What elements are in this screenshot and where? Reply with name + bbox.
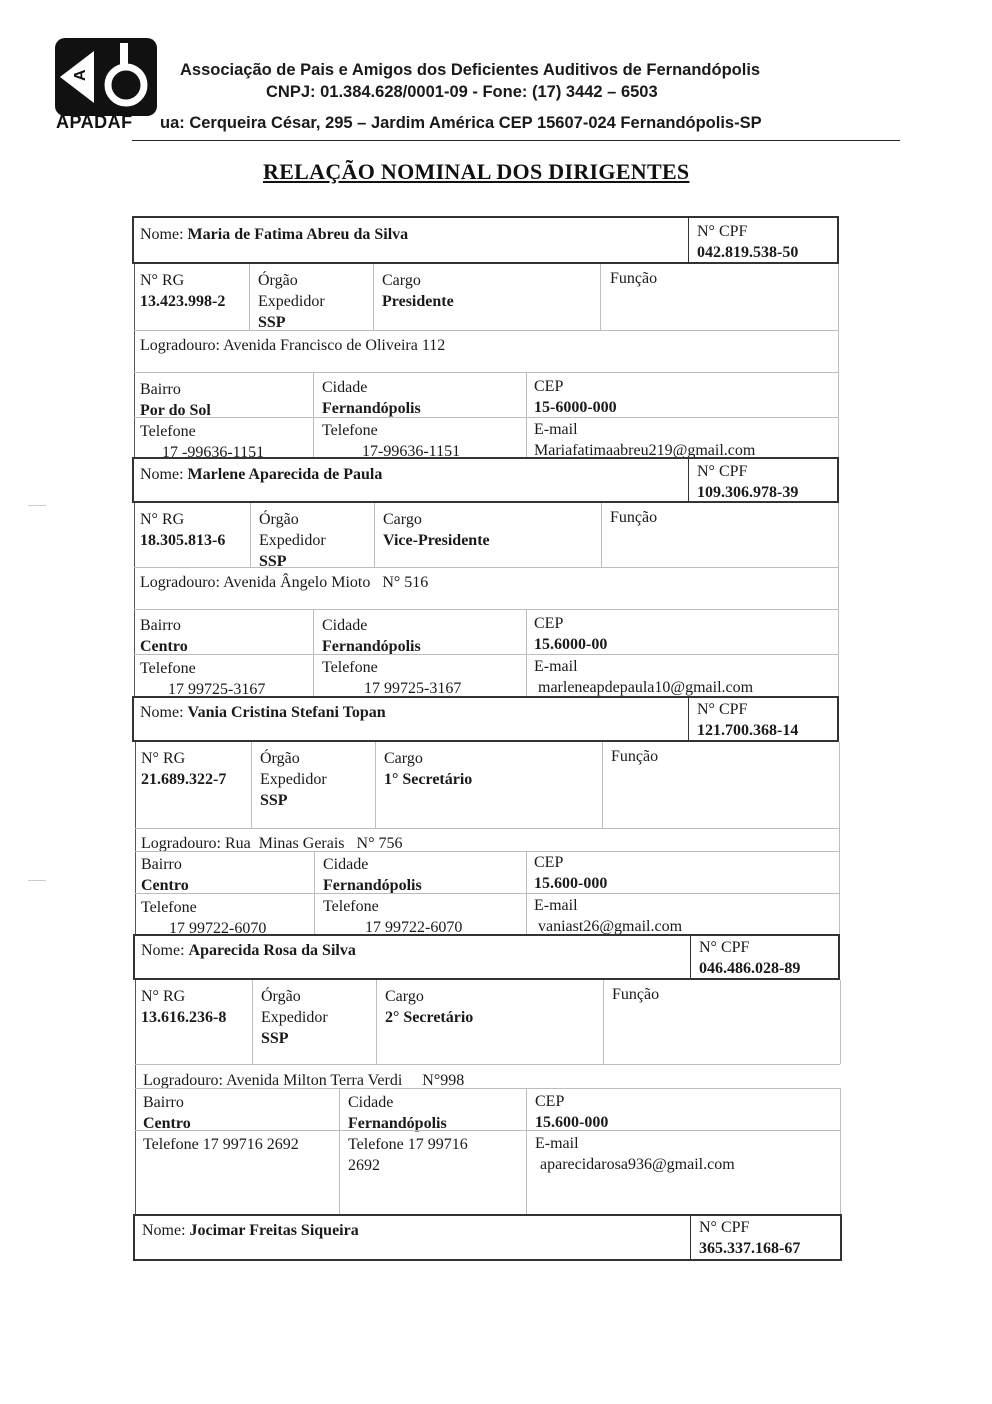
cpf-field: N° CPF 109.306.978-39 [697,463,799,501]
cep-field: CEP 15-6000-000 [534,378,617,416]
cep-field: CEP 15.600-000 [535,1093,609,1131]
name-field: Nome: Marlene Aparecida de Paula [140,466,383,483]
cpf-field: N° CPF 046.486.028-89 [699,939,801,977]
email-field: E-mail Mariafatimaabreu219@gmail.com [534,421,756,459]
telefone-field: Telefone 17 -99636-1151 [140,423,265,461]
logradouro-field: Logradouro: Rua Minas Gerais N° 756 [141,835,403,852]
name-field: Nome: Jocimar Freitas Siqueira [142,1222,359,1239]
cpf-field: N° CPF 042.819.538-50 [697,223,799,261]
telefone-2-field: Telefone 17 99722-6070 [323,898,463,936]
cargo-field: Cargo Vice-Presidente [383,511,490,549]
name-field: Nome: Vania Cristina Stefani Topan [140,704,386,721]
organization-address: ua: Cerqueira César, 295 – Jardim América CEP 15607-024 Fernandópolis-SP [160,114,762,132]
rg-field: N° RG 13.423.998-2 [140,272,226,310]
telefone-field: Telefone 17 99716 2692 [143,1136,299,1153]
cidade-field: Cidade Fernandópolis [348,1094,447,1132]
rg-field: N° RG 13.616.236-8 [141,988,227,1026]
bairro-field: Bairro Centro [143,1094,191,1132]
telefone-2-field: Telefone 17-99636-1151 [322,422,461,460]
logradouro-field: Logradouro: Avenida Milton Terra Verdi N°998 [143,1072,465,1089]
rg-field: N° RG 21.689.322-7 [141,750,227,788]
cpf-field: N° CPF 365.337.168-67 [699,1219,801,1257]
cidade-field: Cidade Fernandópolis [322,379,421,417]
cargo-field: Cargo 1° Secretário [384,750,473,788]
cep-field: CEP 15.600-000 [534,854,608,892]
organization-name: Associação de Pais e Amigos dos Deficientes Auditivos de Fernandópolis [180,61,761,79]
apadaf-logo [54,37,158,117]
logo-text: APADAF [56,112,133,132]
funcao-field: Função [610,509,658,526]
svg-text:A: A [72,69,89,81]
organization-cnpj-phone: CNPJ: 01.384.628/0001-09 - Fone: (17) 3442 – 6503 [266,83,658,101]
header-divider [132,140,900,141]
bairro-field: Bairro Por do Sol [140,381,211,419]
orgao-field: Órgão Expedidor SSP [261,988,328,1047]
name-field: Nome: Maria de Fatima Abreu da Silva [140,226,409,243]
email-field: E-mail marleneapdepaula10@gmail.com [534,658,754,696]
orgao-field: Órgão Expedidor SSP [258,272,325,331]
orgao-field: Órgão Expedidor SSP [259,511,326,570]
rg-field: N° RG 18.305.813-6 [140,511,226,549]
cargo-field: Cargo Presidente [382,272,454,310]
name-field: Nome: Aparecida Rosa da Silva [141,942,356,959]
email-field: E-mail aparecidarosa936@gmail.com [535,1135,735,1173]
cep-field: CEP 15.6000-00 [534,615,608,653]
telefone-field: Telefone 17 99722-6070 [141,899,267,937]
funcao-field: Função [610,270,658,287]
email-field: E-mail vaniast26@gmail.com [534,897,683,935]
document-title: RELAÇÃO NOMINAL DOS DIRIGENTES [263,159,690,184]
cargo-field: Cargo 2° Secretário [385,988,474,1026]
telefone-field: Telefone 17 99725-3167 [140,660,266,698]
bairro-field: Bairro Centro [141,856,189,894]
funcao-field: Função [612,986,660,1003]
scan-mark [28,505,46,506]
cpf-field: N° CPF 121.700.368-14 [697,701,799,739]
scan-mark [28,880,46,881]
cidade-field: Cidade Fernandópolis [323,856,422,894]
cidade-field: Cidade Fernandópolis [322,617,421,655]
funcao-field: Função [611,748,659,765]
logradouro-field: Logradouro: Avenida Ângelo Mioto N° 516 [140,574,429,591]
telefone-2-field: Telefone 17 99716 2692 [348,1136,468,1174]
logradouro-field: Logradouro: Avenida Francisco de Oliveira 112 [140,337,446,354]
bairro-field: Bairro Centro [140,617,188,655]
orgao-field: Órgão Expedidor SSP [260,750,327,809]
telefone-2-field: Telefone 17 99725-3167 [322,659,462,697]
